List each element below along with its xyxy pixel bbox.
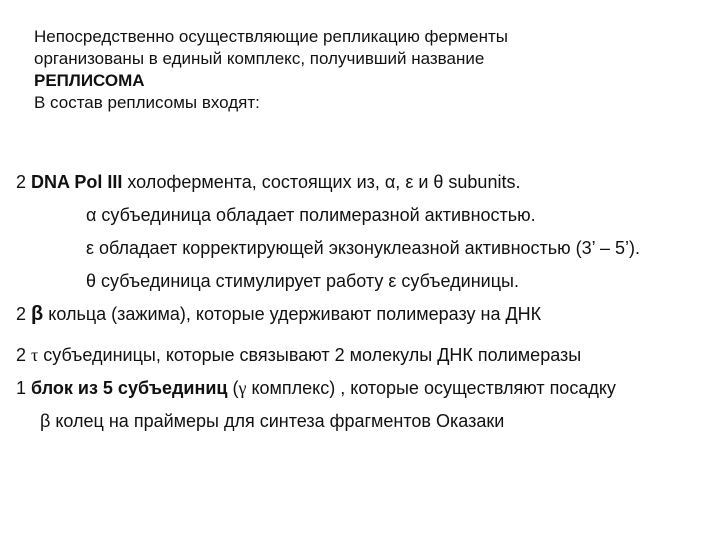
pol3-text: холофермента, состоящих из, α, ε и θ subunits.: [122, 172, 521, 192]
intro-paragraph: [34, 26, 674, 114]
pol3-name: DNA Pol III: [31, 172, 123, 192]
pol3-count: 2: [16, 172, 27, 192]
beta-clamp-item: [16, 303, 541, 325]
gamma-symbol: γ: [238, 378, 247, 398]
block-text-a: (: [227, 378, 239, 398]
block-name: блок из 5 субъединиц: [31, 378, 228, 398]
intro-line-2: организованы в единый комплекс, получивший название: [34, 49, 485, 68]
block-text-b: комплекс) , которые осуществляют посадку: [246, 378, 616, 398]
tau-count: 2: [16, 345, 27, 365]
tau-text: субъединицы, которые связывают 2 молекулы ДНК полимеразы: [38, 345, 582, 365]
tau-subunit-item: [16, 344, 581, 366]
pol3-item: [16, 171, 520, 193]
theta-subunit-item: θ субъединица стимулирует работу ε субъединицы.: [86, 271, 519, 291]
beta-text: кольца (зажима), которые удерживают полимеразу на ДНК: [43, 304, 542, 324]
gamma-complex-continuation: β колец на праймеры для синтеза фрагментов Оказаки: [40, 411, 505, 431]
epsilon-subunit-item: ε обладает корректирующей экзонуклеазной активностью (3’ – 5’).: [86, 238, 641, 258]
gamma-complex-item: [16, 377, 616, 399]
beta-count: 2: [16, 304, 27, 324]
tau-symbol: τ: [31, 345, 39, 365]
intro-line-1: Непосредственно осуществляющие репликацию ферменты: [34, 27, 508, 46]
intro-line-4: В состав реплисомы входят:: [34, 93, 260, 112]
beta-symbol: β: [31, 303, 44, 325]
block-count: 1: [16, 378, 27, 398]
replisome-term: РЕПЛИСОМА: [34, 71, 145, 90]
alpha-subunit-item: α субъединица обладает полимеразной активностью.: [86, 205, 536, 225]
